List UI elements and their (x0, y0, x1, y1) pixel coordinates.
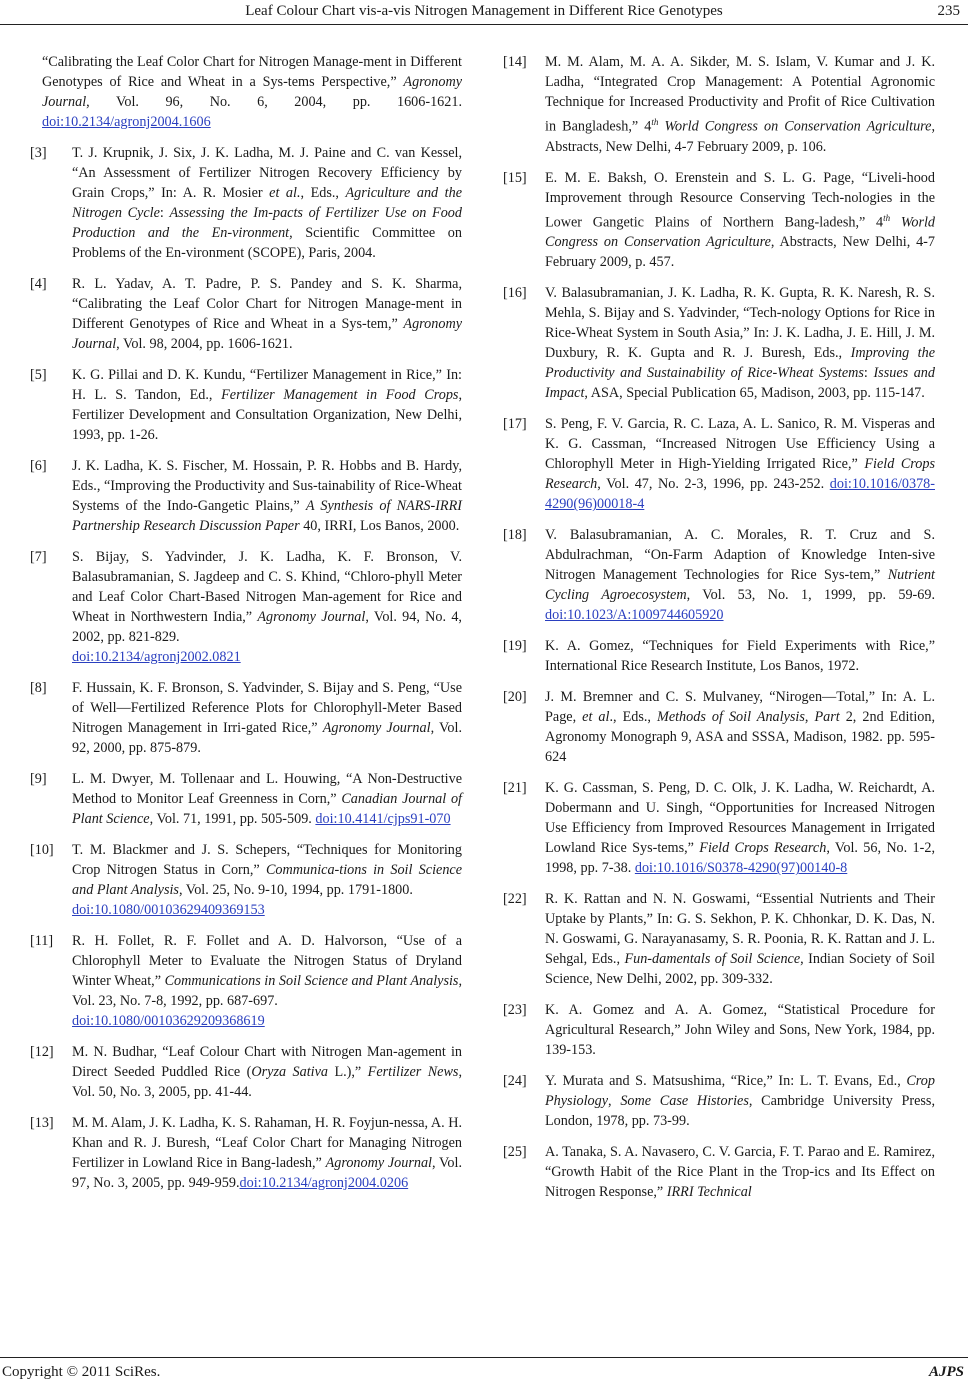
journal-abbrev: AJPS (928, 1364, 964, 1380)
reference-entry (503, 1142, 935, 1202)
reference-body (72, 769, 462, 829)
reference-text: , (804, 709, 815, 726)
reference-body (545, 778, 935, 878)
reference-body (72, 143, 462, 263)
reference-text: K. A. Gomez and A. A. Gomez, “Statistical Procedure for Agricultural Research,” John Wiley and Sons, New York, 1984, pp. 139-153. (545, 1002, 935, 1059)
right-column (503, 52, 935, 1213)
reference-body (72, 931, 462, 1031)
reference-italic-text: Agriculture and the Nitrogen Cycle (72, 185, 463, 221)
reference-text: 40, IRRI, Los Banos, 2000. (299, 518, 460, 534)
reference-number: [7] (30, 549, 47, 565)
reference-text: , ASA, Special Publication 65, Madison, 2003, pp. 115-147. (584, 385, 925, 402)
doi-link[interactable]: doi:10.1023/A:1009744605920 (545, 607, 724, 624)
reference-text: , Vol. 23, No. 7-8, 1992, pp. 687-697. (72, 973, 462, 1009)
reference-text: , Vol. 25, No. 9-10, 1994, pp. 1791-1800. (178, 882, 413, 898)
reference-entry (30, 769, 462, 829)
reference-italic-text: Fertilizer Management in Food Crops (221, 387, 459, 403)
reference-entry (30, 931, 462, 1031)
reference-italic-text: IRRI Technical (666, 1184, 752, 1201)
reference-number: [15] (503, 169, 527, 186)
reference-text: E. M. E. Baksh, O. Erenstein and S. L. G. Page, “Liveli-hood Improvement through Resource Conserving Tech-nologies in the Lower Gangetic Plains of Northern Bang-ladesh,” 4 (545, 169, 935, 231)
reference-text: M. N. Budhar, “Leaf Colour Chart with Nitrogen Man-agement in Direct Seeded Puddled Rice ( (72, 1044, 462, 1080)
reference-entry (30, 1113, 462, 1193)
reference-number: [23] (503, 1002, 527, 1019)
reference-number: [17] (503, 416, 527, 433)
reference-body (72, 1113, 462, 1193)
reference-body (72, 678, 462, 758)
reference-text: , Vol. 53, No. 1, 1999, pp. 59-69. (686, 587, 936, 604)
reference-entry (503, 414, 935, 514)
doi-link[interactable]: doi:10.1016/0378-4290(96)00018-4 (545, 476, 935, 513)
ref-text: , Vol. 96, No. 6, 2004, pp. 1606-1621. (86, 94, 462, 110)
doi-link[interactable]: doi:10.1080/00103629409369153 (72, 902, 265, 918)
reference-body (72, 1042, 462, 1102)
reference-body (545, 283, 935, 403)
reference-italic-text: Crop Physiology (545, 1073, 935, 1110)
reference-text: T. M. Blackmer and J. S. Schepers, “Techniques for Monitoring Crop Nitrogen Status in Corn,” (72, 842, 462, 878)
reference-entry (503, 687, 935, 767)
reference-body (545, 168, 935, 273)
reference-text: , Vol. 98, 2004, pp. 1606-1621. (116, 336, 293, 352)
page-number: 235 (937, 3, 960, 19)
doi-link[interactable]: doi:10.2134/agronj2004.0206 (239, 1175, 409, 1191)
reference-italic-text: Fertilizer News (367, 1064, 459, 1080)
reference-entry (503, 1000, 935, 1060)
reference-text: , Indian Society of Soil Science, New Delhi, 2002, pp. 309-332. (545, 951, 935, 988)
reference-text: L. M. Dwyer, M. Tollenaar and L. Houwing, “A Non-Destructive Method to Monitor Leaf Greenness in Corn,” (72, 771, 462, 807)
reference-text: K. A. Gomez, “Techniques for Field Experiments with Rice,” International Rice Research Institute, Los Banos, 1972. (545, 638, 935, 675)
reference-text: L.),” (328, 1064, 368, 1080)
reference-number: [14] (503, 54, 527, 70)
reference-body (545, 52, 935, 157)
reference-text: , Scientific Committee on Problems of the En-vironment (SCOPE), Paris, 2004. (72, 225, 462, 261)
reference-number: [21] (503, 780, 527, 797)
reference-body (545, 1142, 935, 1202)
reference-number: [5] (30, 367, 47, 383)
reference-number: [22] (503, 891, 527, 908)
reference-number: [25] (503, 1144, 527, 1161)
reference-entry (30, 274, 462, 354)
reference-number: [10] (30, 842, 54, 858)
reference-entry (503, 525, 935, 625)
reference-number: [11] (30, 933, 54, 949)
reference-text: 2, 2nd Edition, Agronomy Monograph 9, ASA and SSSA, Madison, 1982. pp. 595-624 (545, 709, 936, 766)
reference-continuation (30, 52, 462, 132)
reference-italic-text: Nutrient Cycling Agroecosystem (545, 567, 935, 604)
reference-number: [6] (30, 458, 47, 474)
running-title: Leaf Colour Chart vis-a-vis Nitrogen Management in Different Rice Genotypes (245, 3, 723, 19)
reference-text: : (159, 205, 170, 221)
reference-number: [16] (503, 285, 527, 302)
reference-italic-text: th (651, 117, 659, 127)
left-column (30, 52, 462, 1204)
right-reference-list (503, 52, 935, 1202)
ref-journal: Agronomy Journal (42, 74, 462, 110)
doi-link[interactable]: doi:10.2134/agronj2002.0821 (72, 649, 241, 665)
reference-entry (503, 889, 935, 989)
reference-text: , Abstracts, New Delhi, 4-7 February 2009, p. 457. (545, 234, 936, 271)
reference-text: , Vol. 97, No. 3, 2005, pp. 949-959. (72, 1155, 463, 1191)
reference-body (72, 840, 462, 920)
reference-text: , Vol. 47, No. 2-3, 1996, pp. 243-252. (597, 476, 830, 493)
page-footer (0, 1362, 968, 1384)
reference-entry (30, 365, 462, 445)
ref-text: “Calibrating the Leaf Color Chart for Nitrogen Manage-ment in Different Genotypes of Rice and Wheat in a Sys-tems Perspective,” (42, 54, 462, 90)
reference-entry (503, 636, 935, 676)
doi-link[interactable]: doi:10.4141/cjps91-070 (315, 811, 451, 827)
reference-text: J. K. Ladha, K. S. Fischer, M. Hossain, P. R. Hobbs and B. Hardy, Eds., “Improving the Productivity and Sus-tainability of Rice-Wheat Systems of the Indo-Gangetic Plains,” (72, 458, 462, 514)
reference-body (545, 1071, 935, 1131)
reference-text: V. Balasubramanian, J. K. Ladha, R. K. Gupta, R. K. Naresh, R. S. Mehla, S. Bijay and S. Yadvinder, “Tech-nology Options for Rice in Rice-Wheat System in South Asia,” In: J. K. Ladha, J. E. Hill, J. M. Duxbury, R. K. Gupta and R. J. Buresh, Eds., (545, 285, 935, 362)
reference-italic-text: World Congress on Conservation Agriculture (658, 118, 932, 135)
reference-italic-text: Assessing the Im-pacts of Fertilizer Use on Food Production and the En-vironment (72, 205, 462, 241)
reference-text: K. G. Cassman, S. Peng, D. C. Olk, J. K. Ladha, W. Reichardt, A. Dobermann and U. Singh, “Opportunities for Increased Nitrogen Use Efficiency from Improved Resources Management in Irrigated Lowland Rice Sys-tems,” (545, 780, 935, 857)
reference-italic-text: Agronomy Journal (322, 720, 431, 736)
reference-italic-text: A Synthesis of NARS-IRRI Partnership Research Discussion Paper (72, 498, 462, 534)
doi-link[interactable]: doi:10.2134/agronj2004.1606 (42, 114, 211, 130)
reference-italic-text: th (883, 212, 891, 223)
reference-entry (503, 778, 935, 878)
reference-number: [13] (30, 1115, 54, 1131)
reference-body (72, 547, 462, 667)
reference-number: [3] (30, 145, 47, 161)
reference-italic-text: Field Crops Research (699, 840, 827, 857)
reference-text: , Eds., (300, 185, 346, 201)
reference-entry (30, 840, 462, 920)
reference-text: , Vol. 56, No. 1-2, 1998, pp. 7-38. (545, 840, 935, 877)
reference-text: , Abstracts, New Delhi, 4-7 February 2009, p. 106. (545, 118, 935, 155)
reference-entry (503, 168, 935, 273)
reference-text: R. K. Rattan and N. N. Goswami, “Essential Nutrients and Their Uptake by Plants,” In: G. S. Sekhon, P. K. Chhonkar, D. K. Das, N. N. Goswami, G. Narayanasamy, S. R. Poonia, R. K. Rattan and J. L. Sehgal, Eds., (545, 891, 935, 968)
running-header (0, 0, 968, 26)
reference-text: T. J. Krupnik, J. Six, J. K. Ladha, M. J. Paine and C. van Kessel, “An Assessment of Fertilizer Nitrogen Recovery Efficiency by Grain Crops,” In: A. R. Mosier (72, 145, 462, 201)
reference-text: , Vol. 92, 2000, pp. 875-879. (72, 720, 463, 756)
reference-body (545, 1000, 935, 1060)
copyright-notice: Copyright © 2011 SciRes. (2, 1364, 161, 1380)
reference-italic-text: Improving the Productivity and Sustainability of Rice-Wheat Systems (545, 345, 935, 382)
reference-entry (503, 52, 935, 157)
reference-text: M. M. Alam, J. K. Ladha, K. S. Rahaman, H. R. Foyjun-nessa, A. H. Khan and R. J. Buresh, “Leaf Color Chart for Managing Nitrogen Fertilizer in Lowland Rice in Bang-ladesh,” (72, 1115, 462, 1171)
reference-italic-text: Communica-tions in Soil Science and Plant Analysis (72, 862, 463, 898)
reference-number: [20] (503, 689, 527, 706)
reference-text: R. L. Yadav, A. T. Padre, P. S. Pandey and S. K. Sharma, “Calibrating the Leaf Color Chart for Nitrogen Manage-ment in Different Genotypes of Rice and Wheat in a Sys-tem,” (72, 276, 462, 332)
reference-italic-text: Agronomy Journal (325, 1155, 432, 1171)
reference-italic-text: Canadian Journal of Plant Science (72, 791, 463, 827)
reference-number: [4] (30, 276, 47, 292)
doi-link[interactable]: doi:10.1080/00103629209368619 (72, 1013, 265, 1029)
reference-italic-text: Methods of Soil Analysis (657, 709, 805, 726)
reference-number: [24] (503, 1073, 527, 1090)
reference-text: M. M. Alam, M. A. A. Sikder, M. S. Islam, V. Kumar and J. K. Ladha, “Integrated Crop Management: A Potential Agronomic Technique for Increased Productivity and Profit of Rice Cultivation in Bangladesh,” 4 (545, 54, 935, 135)
reference-body (545, 414, 935, 514)
reference-text: S. Peng, F. V. Garcia, R. C. Laza, A. L. Sanico, R. M. Visperas and K. G. Cassman, “Increased Nitrogen Use Efficiency Using a Chlorophyll Meter in High-Yielding Irrigated Rice,” (545, 416, 935, 473)
reference-text: J. M. Bremner and C. S. Mulvaney, “Nirogen—Total,” In: A. L. Page, (545, 689, 935, 726)
reference-text: S. Bijay, S. Yadvinder, J. K. Ladha, K. F. Bronson, V. Balasubramanian, S. Jagdeep and C. S. Khind, “Chloro-phyll Meter and Leaf Color Chart-Based Nitrogen Man-agement for Rice and Wheat in Northwestern India,” (72, 549, 462, 625)
reference-text: , Vol. 71, 1991, pp. 505-509. (149, 811, 316, 827)
reference-body (72, 365, 462, 445)
reference-italic-text: Part (814, 709, 840, 726)
header-rule (0, 24, 968, 25)
reference-entry (30, 547, 462, 667)
reference-italic-text: Some Case Histories (620, 1093, 749, 1110)
reference-body (545, 889, 935, 989)
left-reference-list (30, 143, 462, 1193)
reference-text: F. Hussain, K. F. Bronson, S. Yadvinder, S. Bijay and S. Peng, “Use of Well—Fertilized Reference Plots for Chlorophyll-Meter Based Nitrogen Management in Irri-gated Rice,” (72, 680, 462, 736)
reference-text: ., Eds., (609, 709, 657, 726)
reference-text: : (863, 365, 874, 382)
reference-number: [8] (30, 680, 47, 696)
reference-italic-text: Field Crops Research (545, 456, 936, 493)
reference-body (545, 525, 935, 625)
reference-entry (30, 1042, 462, 1102)
reference-italic-text: Oryza Sativa (251, 1064, 328, 1080)
reference-italic-text: Issues and Impact (545, 365, 935, 402)
reference-text: , Vol. 94, No. 4, 2002, pp. 821-829. (72, 609, 462, 645)
reference-italic-text: Fun-damentals of Soil Science (624, 951, 801, 968)
reference-text: A. Tanaka, S. A. Navasero, C. V. Garcia, F. T. Parao and E. Ramirez, “Growth Habit of the Rice Plant in the Trop-ics and Its Effect on Nitrogen Response,” (545, 1144, 935, 1201)
reference-body (545, 636, 935, 676)
reference-text: , Vol. 50, No. 3, 2005, pp. 41-44. (72, 1064, 462, 1100)
reference-italic-text: et al (582, 709, 610, 726)
footer-rule (0, 1357, 968, 1358)
reference-text: R. H. Follet, R. F. Follet and A. D. Halvorson, “Use of a Chlorophyll Meter to Evaluate the Nitrogen Status of Dryland Winter Wheat,” (72, 933, 462, 989)
reference-text: , Cambridge University Press, London, 1978, pp. 73-99. (545, 1093, 935, 1130)
reference-italic-text: Communications in Soil Science and Plant Analysis (164, 973, 459, 989)
reference-entry (503, 1071, 935, 1131)
reference-text: , Fertilizer Development and Consultation Organization, New Delhi, 1993, pp. 1-26. (72, 387, 462, 443)
reference-entry (30, 143, 462, 263)
reference-number: [18] (503, 527, 527, 544)
reference-entry (30, 678, 462, 758)
reference-text: , (608, 1093, 621, 1110)
reference-italic-text: Agronomy Journal (72, 316, 462, 352)
reference-entry (30, 456, 462, 536)
reference-number: [19] (503, 638, 527, 655)
reference-text: Y. Murata and S. Matsushima, “Rice,” In: L. T. Evans, Ed., (545, 1073, 907, 1090)
reference-italic-text: Agronomy Journal (257, 609, 366, 625)
reference-entry (503, 283, 935, 403)
reference-number: [9] (30, 771, 47, 787)
reference-number: [12] (30, 1044, 54, 1060)
reference-body (545, 687, 935, 767)
reference-italic-text: et al. (269, 185, 301, 201)
doi-link[interactable]: doi:10.1016/S0378-4290(97)00140-8 (634, 860, 848, 877)
reference-text: V. Balasubramanian, A. C. Morales, R. T. Cruz and S. Abdulrachman, “On-Farm Adaption of Knowledge Inten-sive Nitrogen Management Technologies for Rice Sys-tem,” (545, 527, 935, 584)
reference-text: K. G. Pillai and D. K. Kundu, “Fertilizer Management in Rice,” In: H. L. S. Tandon, Ed., (72, 367, 462, 403)
reference-italic-text: World Congress on Conservation Agriculture (545, 214, 936, 251)
reference-body (72, 456, 462, 536)
reference-body (72, 274, 462, 354)
